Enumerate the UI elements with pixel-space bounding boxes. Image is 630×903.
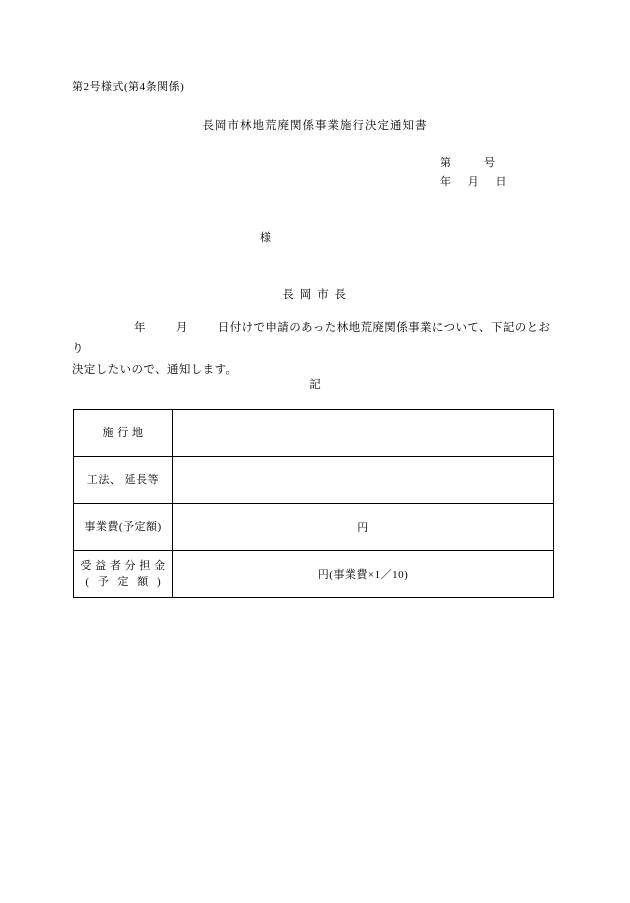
number-date-block	[440, 154, 507, 192]
body-paragraph	[72, 318, 558, 381]
body-line1-rest: 日付けで申請のあった林地荒廃関係事業について、下記のとおり	[72, 322, 551, 355]
row-label-site: 施 行 地	[74, 410, 173, 457]
row-label-share-line1: 受 益 者 分 担 金	[80, 560, 166, 572]
row-value-method[interactable]	[173, 457, 554, 504]
row-value-share[interactable]: 円(事業費×1／10)	[173, 551, 554, 598]
form-number: 第2号様式(第4条関係)	[72, 81, 185, 93]
body-line2: 決定したいので、通知します。	[72, 364, 238, 376]
table-row	[74, 410, 554, 457]
row-value-site[interactable]	[173, 410, 554, 457]
document-number-row: 第 号	[440, 157, 496, 169]
table-row	[74, 504, 554, 551]
row-label-share	[74, 551, 173, 598]
details-table	[73, 409, 554, 598]
row-label-share-line2: ( 予 定 額 )	[85, 576, 164, 588]
page-title: 長岡市林地荒廃関係事業施行決定通知書	[202, 120, 428, 132]
document-date-row: 年 月 日	[440, 176, 507, 188]
addressee-line: 様	[260, 232, 272, 244]
row-value-cost[interactable]: 円	[173, 504, 554, 551]
body-month-label: 月	[175, 322, 188, 334]
row-label-cost: 事業費(予定額)	[74, 504, 173, 551]
table-row	[74, 551, 554, 598]
row-label-method: 工法、 延長等	[74, 457, 173, 504]
ki-mark: 記	[309, 379, 321, 391]
issuer-name: 長 岡 市 長	[282, 289, 348, 301]
body-year-label: 年	[134, 322, 146, 334]
table-row	[74, 457, 554, 504]
